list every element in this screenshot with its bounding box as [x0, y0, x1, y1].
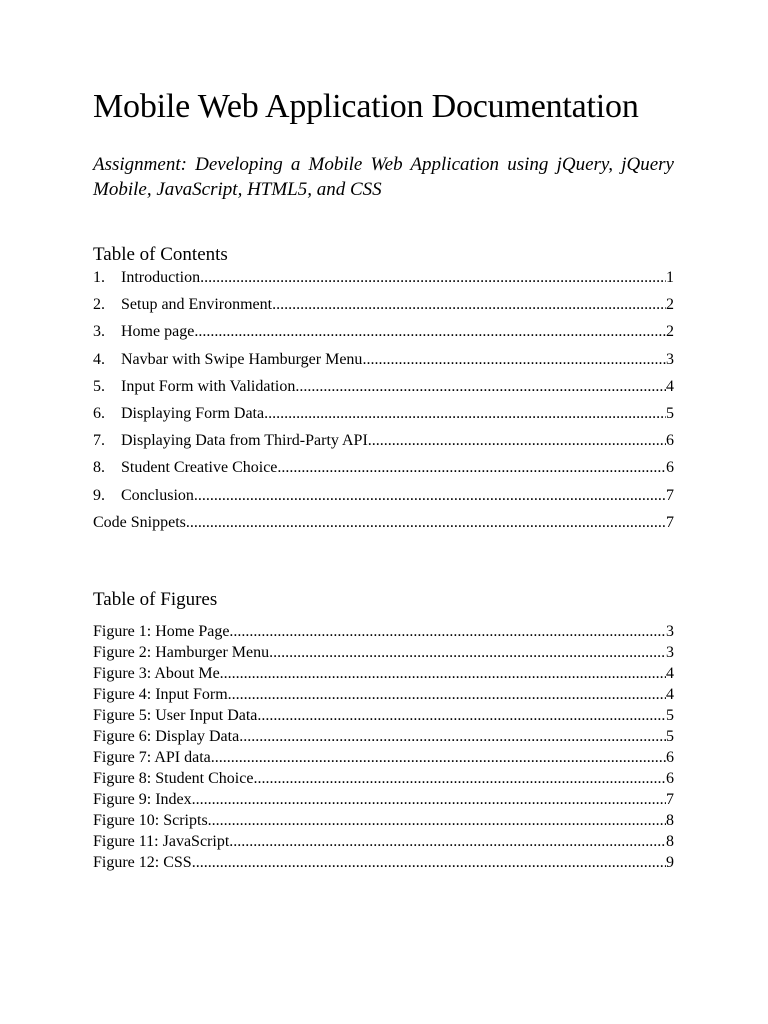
toc-entry[interactable] — [93, 403, 674, 430]
toc-entry-page-number: 6 — [666, 432, 674, 450]
toc-entry[interactable] — [93, 349, 674, 376]
tof-entry-dot-leader — [239, 726, 666, 747]
tof-entry-page-number: 8 — [666, 812, 674, 829]
tof-entry[interactable] — [93, 663, 674, 684]
tof-entry[interactable] — [93, 747, 674, 768]
tof-entry-label: Figure 9: Index — [93, 791, 192, 808]
tof-entry-label: Figure 8: Student Choice — [93, 770, 254, 787]
tof-entry-label: Figure 6: Display Data — [93, 728, 240, 745]
tof-entry[interactable] — [93, 852, 674, 873]
tof-entry-dot-leader — [192, 789, 666, 810]
tof-entry-page-number: 6 — [666, 749, 674, 766]
toc-entry-page-number: 4 — [666, 377, 674, 395]
tof-entry-label: Figure 3: About Me — [93, 665, 220, 682]
tof-entry-page-number: 8 — [666, 833, 674, 850]
tof-entry-page-number: 7 — [666, 791, 674, 808]
toc-entry-label: Navbar with Swipe Hamburger Menu — [121, 350, 363, 368]
tof-entry[interactable] — [93, 705, 674, 726]
table-of-contents — [93, 267, 674, 539]
tof-entry[interactable] — [93, 831, 674, 852]
toc-entry-label: Conclusion — [121, 486, 194, 504]
tof-entry-page-number: 9 — [666, 854, 674, 871]
toc-entry-number: 4. — [93, 350, 105, 368]
toc-entry-label: Introduction — [121, 269, 201, 286]
tof-entry-dot-leader — [253, 768, 666, 789]
toc-entry-number: 3. — [93, 323, 105, 341]
toc-entry-dot-leader — [186, 512, 666, 534]
toc-entry-number: 7. — [93, 432, 105, 450]
toc-entry-number: 2. — [93, 296, 105, 314]
tof-entry-label: Figure 4: Input Form — [93, 686, 228, 703]
toc-entry-label: Code Snippets — [93, 513, 186, 531]
toc-entry-dot-leader — [277, 457, 666, 479]
toc-entry-page-number: 6 — [666, 459, 674, 477]
toc-entry-label: Input Form with Validation — [121, 377, 296, 395]
toc-entry-dot-leader — [194, 485, 666, 507]
tof-entry-dot-leader — [208, 810, 666, 831]
toc-entry-dot-leader — [200, 267, 666, 289]
document-subtitle: Assignment: Developing a Mobile Web Application using jQuery, jQuery Mobile, JavaScript, HTML5, and CSS — [93, 154, 674, 200]
tof-entry-label: Figure 1: Home Page — [93, 623, 230, 640]
toc-entry-number: 8. — [93, 459, 105, 477]
tof-entry[interactable] — [93, 684, 674, 705]
toc-entry-page-number: 3 — [666, 350, 674, 368]
toc-entry-page-number: 7 — [666, 486, 674, 504]
toc-entry-number: 9. — [93, 486, 105, 504]
tof-entry-dot-leader — [220, 663, 666, 684]
tof-entry-label: Figure 11: JavaScript — [93, 833, 230, 850]
toc-entry-label: Home page — [121, 323, 195, 341]
toc-entry[interactable] — [93, 485, 674, 512]
toc-entry-dot-leader — [362, 349, 666, 371]
tof-entry-dot-leader — [257, 705, 666, 726]
tof-entry-dot-leader — [229, 831, 666, 852]
tof-entry-label: Figure 7: API data — [93, 749, 211, 766]
tof-entry[interactable] — [93, 642, 674, 663]
tof-entry-label: Figure 10: Scripts — [93, 812, 208, 829]
tof-entry-page-number: 4 — [666, 686, 674, 703]
toc-entry-number: 1. — [93, 269, 105, 286]
document-title: Mobile Web Application Documentation — [93, 88, 639, 125]
tof-entry-page-number: 4 — [666, 665, 674, 682]
tof-entry-label: Figure 2: Hamburger Menu — [93, 644, 270, 661]
toc-entry[interactable] — [93, 267, 674, 294]
tof-entry-dot-leader — [228, 684, 666, 705]
toc-entry-label: Student Creative Choice — [121, 459, 278, 477]
tof-entry[interactable] — [93, 726, 674, 747]
toc-entry-label: Displaying Form Data — [121, 404, 265, 422]
toc-entry-number: 6. — [93, 404, 105, 422]
tof-entry-dot-leader — [211, 747, 666, 768]
toc-entry-dot-leader — [368, 430, 666, 452]
toc-entry-label: Setup and Environment — [121, 296, 273, 314]
tof-entry-page-number: 3 — [666, 644, 674, 661]
table-of-figures — [93, 621, 674, 873]
toc-entry-page-number: 2 — [666, 323, 674, 341]
tof-entry-dot-leader — [269, 642, 666, 663]
tof-entry-dot-leader — [229, 621, 666, 642]
tof-entry-page-number: 5 — [666, 707, 674, 724]
toc-entry-dot-leader — [272, 294, 666, 316]
toc-entry[interactable] — [93, 512, 674, 539]
toc-entry[interactable] — [93, 457, 674, 484]
tof-entry-dot-leader — [192, 852, 666, 873]
tof-entry-label: Figure 5: User Input Data — [93, 707, 258, 724]
toc-entry-page-number: 7 — [666, 513, 674, 531]
toc-entry[interactable] — [93, 294, 674, 321]
tof-heading: Table of Figures — [93, 589, 218, 610]
toc-entry-page-number: 2 — [666, 296, 674, 314]
tof-entry-label: Figure 12: CSS — [93, 854, 192, 871]
toc-entry-dot-leader — [264, 403, 666, 425]
toc-entry-page-number: 5 — [666, 404, 674, 422]
tof-entry-page-number: 3 — [666, 623, 674, 640]
toc-entry[interactable] — [93, 321, 674, 348]
tof-entry-page-number: 6 — [666, 770, 674, 787]
toc-entry-dot-leader — [295, 376, 666, 398]
toc-entry-number: 5. — [93, 377, 105, 395]
toc-entry-label: Displaying Data from Third-Party API — [121, 432, 368, 450]
tof-entry[interactable] — [93, 621, 674, 642]
toc-entry[interactable] — [93, 430, 674, 457]
toc-entry-page-number: 1 — [666, 269, 674, 286]
tof-entry[interactable] — [93, 768, 674, 789]
tof-entry[interactable] — [93, 810, 674, 831]
tof-entry-page-number: 5 — [666, 728, 674, 745]
toc-entry[interactable] — [93, 376, 674, 403]
toc-entry-dot-leader — [194, 321, 666, 343]
toc-heading: Table of Contents — [93, 244, 228, 265]
tof-entry[interactable] — [93, 789, 674, 810]
